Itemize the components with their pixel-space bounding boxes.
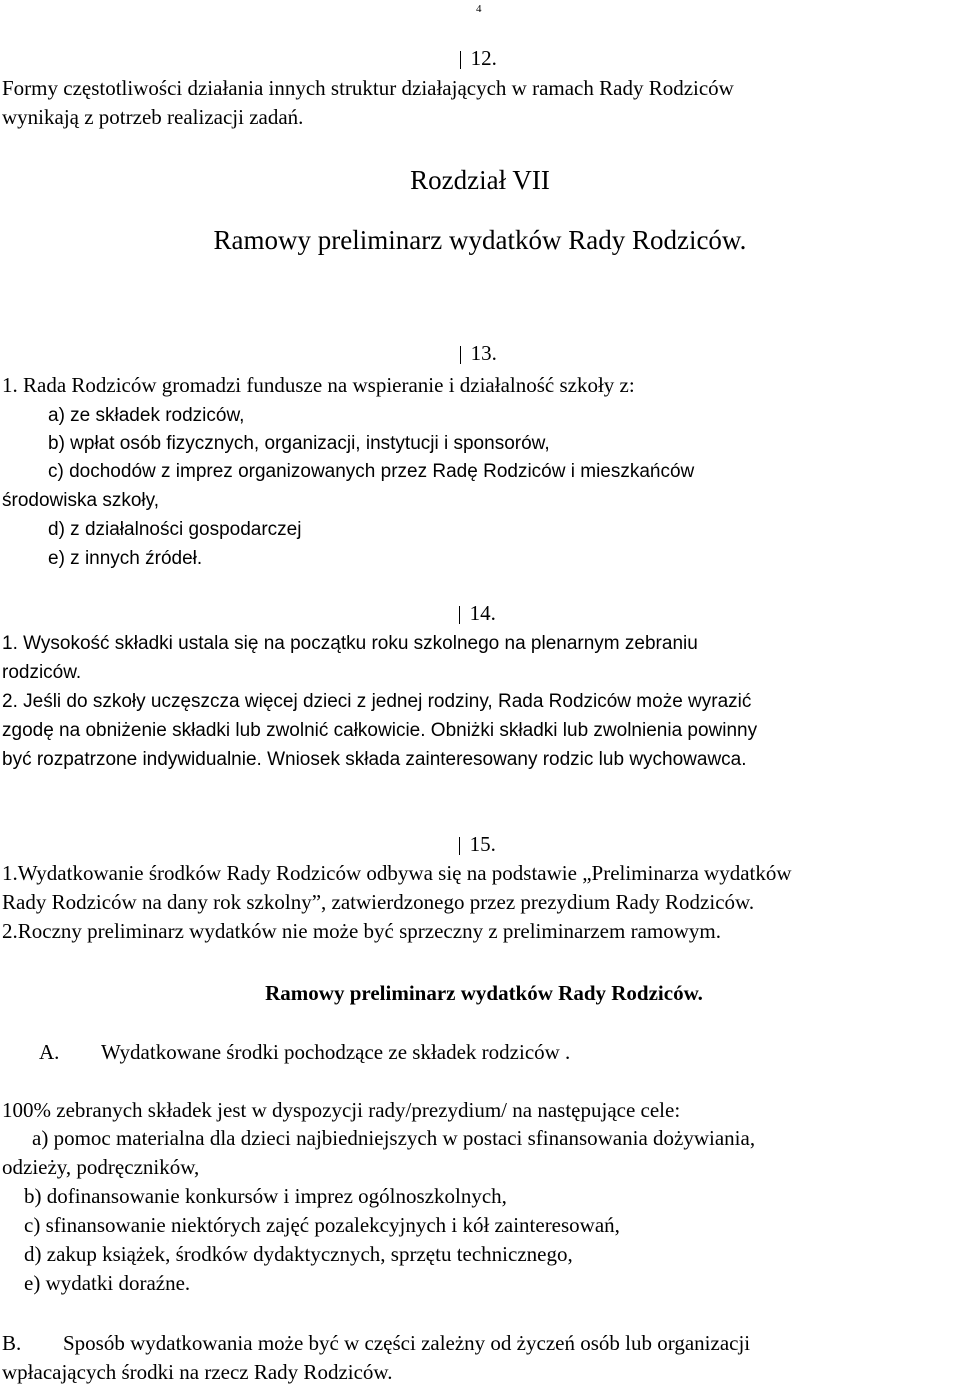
section-12-text-line2: wynikają z potrzeb realizacji zadań. [2, 105, 304, 129]
section-14-number: 14. [469, 601, 496, 625]
framework-A-label: A. [39, 1040, 60, 1064]
framework-title: Ramowy preliminarz wydatków Rady Rodziców. [265, 981, 703, 1005]
chapter-title: Rozdział VII [410, 165, 550, 195]
page-number: 4 [476, 3, 482, 15]
section-12-heading [458, 48, 497, 69]
section-14-p2-line3: być rozpatrzone indywidualnie. Wniosek składa zainteresowany rodzic lub wychowawca. [2, 749, 747, 770]
framework-intro: 100% zebranych składek jest w dyspozycji rady/prezydium/ na następujące cele: [2, 1098, 681, 1122]
section-12-number: 12. [470, 46, 497, 70]
framework-B-line1: Sposób wydatkowania może być w części zależny od życzeń osób lub organizacji [63, 1331, 751, 1355]
section-13-number: 13. [470, 341, 497, 365]
section-15-heading [457, 834, 496, 855]
framework-item-c: c) sfinansowanie niektórych zajęć pozalekcyjnych i kół zainteresowań, [24, 1213, 620, 1237]
section-14-heading [457, 603, 496, 624]
section-13-point-1: 1. Rada Rodziców gromadzi fundusze na wspieranie i działalność szkoły z: [2, 373, 635, 397]
section-13-heading [458, 343, 497, 364]
section-15-p2-line1: 2.Roczny preliminarz wydatków nie może być sprzeczny z preliminarzem ramowym. [2, 919, 721, 943]
section-13-item-e: e) z innych źródeł. [48, 548, 203, 569]
framework-item-a-line1: a) pomoc materialna dla dzieci najbiedniejszych w postaci sfinansowania dożywiania, [32, 1126, 756, 1150]
section-14-p2-line2: zgodę na obniżenie składki lub zwolnić całkowicie. Obniżki składki lub zwolnienia powinny [2, 720, 758, 741]
chapter-subtitle: Ramowy preliminarz wydatków Rady Rodziców. [213, 225, 747, 255]
framework-B-label: B. [2, 1331, 22, 1355]
framework-item-d: d) zakup książek, środków dydaktycznych, sprzętu technicznego, [24, 1242, 573, 1266]
section-14-p2-line1: 2. Jeśli do szkoły uczęszcza więcej dzieci z jednej rodziny, Rada Rodziców może wyrazić [2, 691, 752, 712]
framework-item-b: b) dofinansowanie konkursów i imprez ogólnoszkolnych, [24, 1184, 507, 1208]
section-14-p1-line2: rodziców. [2, 662, 82, 683]
framework-item-a-line2: odzieży, podręczników, [2, 1155, 200, 1179]
section-14-p1-line1: 1. Wysokość składki ustala się na początku roku szkolnego na plenarnym zebraniu [2, 633, 698, 654]
section-15-p1-line2: Rady Rodziców na dany rok szkolny”, zatwierdzonego przez prezydium Rady Rodziców. [2, 890, 755, 914]
section-13-item-b: b) wpłat osób fizycznych, organizacji, instytucji i sponsorów, [48, 433, 550, 454]
framework-item-e: e) wydatki doraźne. [24, 1271, 191, 1295]
section-15-number: 15. [469, 832, 496, 856]
section-13-item-a: a) ze składek rodziców, [48, 405, 245, 426]
section-13-item-c-line2: środowiska szkoły, [2, 490, 159, 511]
framework-B-line2: wpłacających środki na rzecz Rady Rodziców. [2, 1360, 393, 1384]
section-13-item-d: d) z działalności gospodarczej [48, 519, 302, 540]
section-13-item-c-line1: c) dochodów z imprez organizowanych przez Radę Rodziców i mieszkańców [48, 461, 695, 482]
section-15-p1-line1: 1.Wydatkowanie środków Rady Rodziców odbywa się na podstawie „Preliminarza wydatków [2, 861, 792, 885]
framework-A-text: Wydatkowane środki pochodzące ze składek rodziców . [101, 1040, 571, 1064]
section-12-text-line1: Formy częstotliwości działania innych struktur działających w ramach Rady Rodziców [2, 76, 734, 100]
